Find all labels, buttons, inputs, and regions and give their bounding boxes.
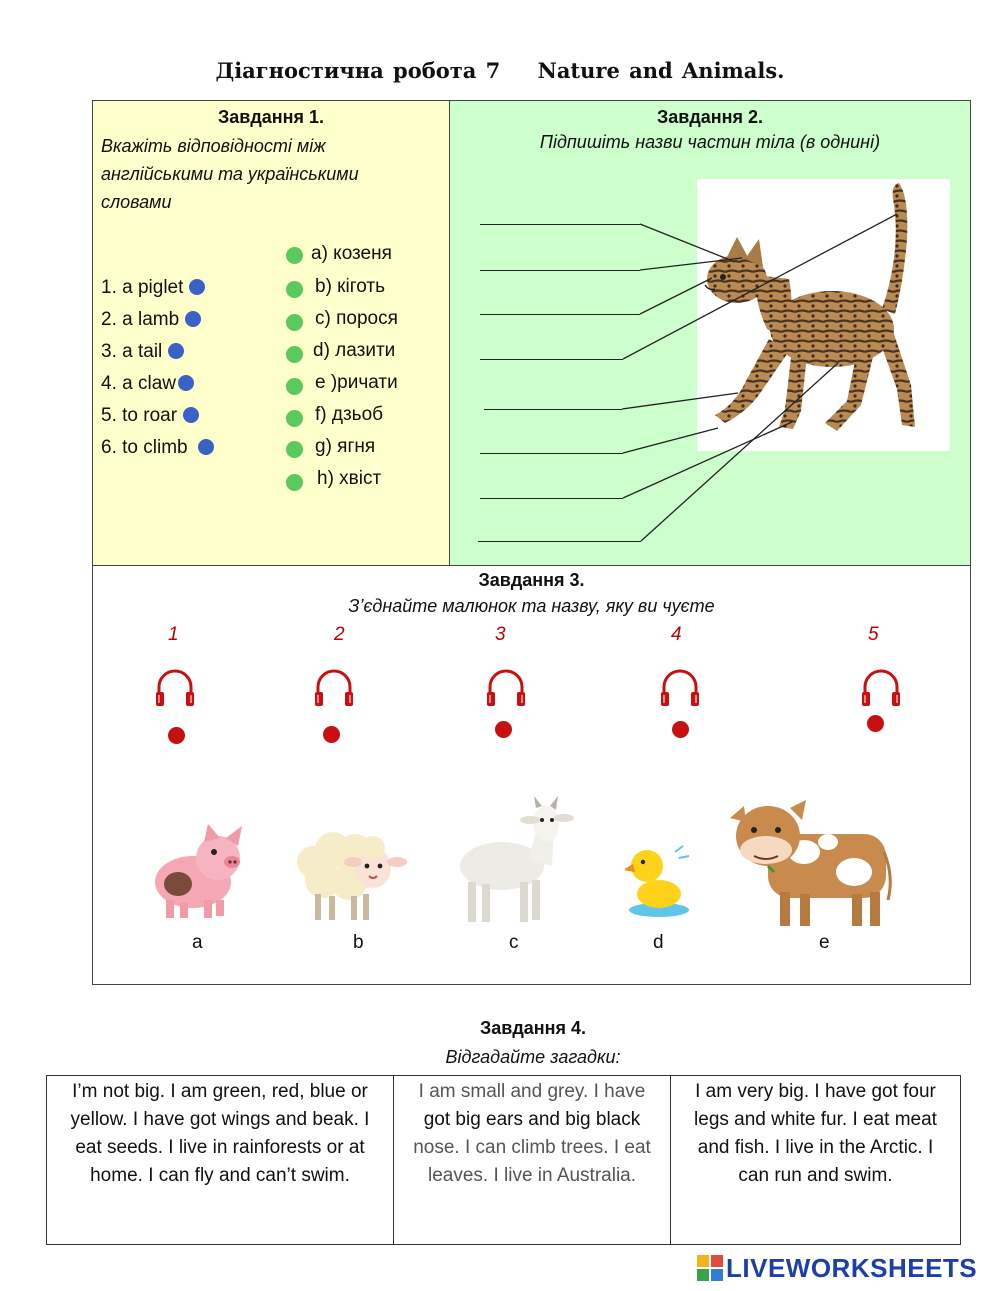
audio-number: 1 (168, 624, 179, 645)
audio-number: 5 (868, 624, 879, 645)
cow-picture[interactable] (724, 796, 898, 930)
headphones-icon[interactable] (151, 665, 199, 713)
goat-picture[interactable] (450, 796, 580, 928)
task1-english-item: 5. to roar (101, 405, 199, 427)
task2-instruction: Підпишіть назви частин тіла (в однині) (539, 132, 881, 152)
task1-ukrainian-item: a) козеня (311, 243, 392, 264)
duckling-picture[interactable] (625, 840, 691, 920)
logo-blocks-icon (697, 1255, 723, 1281)
task1-ukrainian-item: h) хвіст (317, 468, 382, 489)
task1-english-item: 4. a claw (101, 373, 194, 395)
headphones-icon[interactable] (482, 665, 530, 713)
animal-letter: a (192, 932, 203, 953)
task3-heading: Завдання 3. (478, 570, 585, 590)
task1-ukrainian-item: g) ягня (315, 436, 376, 457)
audio-match-dot[interactable] (168, 727, 185, 744)
audio-match-dot[interactable] (323, 726, 340, 743)
task1-ukrainian-item: f) дзьоб (315, 404, 384, 425)
sheep-picture[interactable] (293, 822, 413, 926)
headphones-icon[interactable] (857, 665, 905, 713)
headphones-icon[interactable] (310, 665, 358, 713)
logo-text: LIVEWORKSHEETS (726, 1252, 978, 1283)
task1-ukrainian-item: e )ричати (315, 372, 398, 393)
riddle-cell: I’m not big. I am green, red, blue or yellow. I have got wings and beak. I eat seeds. I live in rainforests or at home. I can fly and can’t swim. (47, 1076, 394, 1245)
task1-english-item: 1. a piglet (101, 277, 205, 299)
task1-english-item: 2. a lamb (101, 309, 201, 331)
task1-english-item: 3. a tail (101, 341, 184, 363)
audio-number: 2 (334, 624, 345, 645)
task1-ukrainian-item: c) порося (315, 308, 398, 329)
task3-instruction: З’єднайте малюнок та назву, яку ви чуєте (348, 596, 715, 616)
animal-letter: c (509, 932, 519, 953)
pig-picture[interactable] (148, 822, 250, 922)
task4-instruction: Відгадайте загадки: (445, 1047, 621, 1067)
riddle-cell: I am very big. I have got four legs and white fur. I eat meat and fish. I live in the Arctic. I can run and swim. (671, 1076, 961, 1245)
headphones-icon[interactable] (656, 665, 704, 713)
audio-number: 3 (495, 624, 506, 645)
liveworksheets-logo (697, 1253, 977, 1283)
task2-heading: Завдання 2. (656, 107, 764, 127)
audio-number: 4 (671, 624, 682, 645)
title-diagnostic: Діагностична робота 7 (215, 58, 501, 83)
task1-ukrainian-item: d) лазити (313, 340, 396, 361)
animal-letter: e (819, 932, 830, 953)
audio-match-dot[interactable] (672, 721, 689, 738)
title-topic: Nature and Animals. (537, 58, 785, 83)
task1-heading: Завдання 1. (217, 107, 325, 127)
audio-match-dot[interactable] (495, 721, 512, 738)
task1-instruction: Вкажіть відповідності між англійськими та українськими словами (101, 136, 359, 212)
task4-heading: Завдання 4. (479, 1018, 587, 1038)
task1-ukrainian-item: b) кіготь (315, 276, 385, 297)
animal-letter: d (653, 932, 664, 953)
animal-letter: b (353, 932, 364, 953)
riddle-cell: I am small and grey. I have got big ears and big black nose. I can climb trees. I eat leaves. I live in Australia. (394, 1076, 671, 1245)
task1-english-item: 6. to climb (101, 437, 214, 459)
riddles-table (46, 1075, 961, 1245)
pointer-lines (0, 0, 1000, 600)
audio-match-dot[interactable] (867, 715, 884, 732)
